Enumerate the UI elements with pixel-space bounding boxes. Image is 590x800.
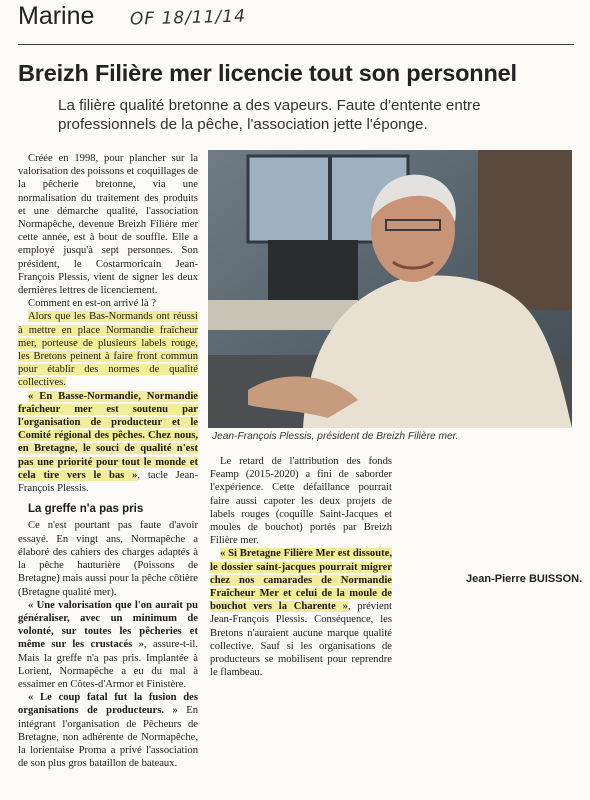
column-left xyxy=(18,152,198,770)
subheading: La greffe n'a pas pris xyxy=(28,503,144,516)
paragraph-quote-2 xyxy=(18,599,198,691)
quote-3-tail: En intégrant l'organisation de Pêcheurs de Bretagne, non adhérente de Normapêche, la lorientaise Proma a privé l'association de son plus gros bataillon de bateaux. xyxy=(18,705,198,770)
article-headline: Breizh Filière mer licencie tout son personnel xyxy=(18,60,517,86)
paragraph-feamp: Le retard de l'attribution des fonds Feamp (2015-2020) a fini de saborder l'expérience. Cette défaillance pourrait faire aussi capoter les deux projets de labels rouges (coquille Saint-Jacques et moules de bouchot) portés par Breizh Filière mer. xyxy=(210,456,392,547)
quote-4-tail: , prévient Jean-François Plessis. Conséquence, les Bretons n'auraient aucune marque qualité collective. Sauf si les organisations de producteurs se mobilisent pour reprendre le flambeau. xyxy=(210,601,392,679)
paragraph-quote-3 xyxy=(18,691,198,770)
quote-fusion: « Le coup fatal fut la fusion des organisations de producteurs. » xyxy=(18,692,198,717)
paragraph-question: Comment en est-on arrivé là ? xyxy=(28,298,156,310)
article-lede: La filière qualité bretonne a des vapeurs. Faute d'entente entre professionnels de la pêche, l'association jette l'éponge. xyxy=(58,97,481,133)
paragraph-quote-1 xyxy=(18,390,198,496)
paragraph-history: Ce n'est pourtant pas faute d'avoir essayé. En vingt ans, Normapêche a élaboré des cahiers des charges adaptés à la pêche hauturière (Poissons de Bretagne) mais aussi pour la pêche côtière (Bretagne qualité mer). xyxy=(18,520,198,598)
portrait-photo xyxy=(208,150,572,428)
section-rubric: Marine xyxy=(18,2,95,30)
paragraph-context xyxy=(18,310,198,389)
quote-normandie: « En Basse-Normandie, Normandie fraîcheur mer est soutenu par l'organisation de producteur et le Comité régional des pêches. Chez nous, en Bretagne, le souci de qualité n'est pas une priorité pour tout le monde et cela tire vers le bas » xyxy=(18,390,198,481)
handwritten-date-note: OF 18/11/14 xyxy=(129,6,247,30)
author-signature: Jean-Pierre BUISSON. xyxy=(466,573,583,585)
quote-2-tail: , assure-t-il. Mais la greffe n'a pas pris. Implantée à Lorient, Normapêche a eu du mal à essaimer en Côtes-d'Armor et Finistère. xyxy=(18,639,198,690)
quote-attribution: , tacle Jean-François Plessis. xyxy=(18,469,198,495)
paragraph-quote-4 xyxy=(210,547,392,679)
highlight-context: Alors que les Bas-Normands ont réussi à mettre en place Normandie fraîcheur mer, porteuse de plusieurs labels rouge, les Bretons peinent à faire front commun pour établir des normes de qualité collectives. xyxy=(18,311,198,389)
quote-dissolution: « Si Bretagne Filière Mer est dissoute, le dossier saint-jacques pourrait migrer chez nos camarades de Normandie Fraîcheur Mer et celui de la moule de bouchot vers la Charente » xyxy=(210,548,392,613)
quote-valorisation: « Une valorisation que l'on aurait pu généraliser, avec un minimum de volonté, sur toutes les pêcheries et même sur les crustacés » xyxy=(18,599,198,651)
column-middle xyxy=(210,455,392,679)
top-rule xyxy=(18,44,574,45)
photo-caption: Jean-François Plessis, président de Breizh Filière mer. xyxy=(212,431,459,442)
portrait-illustration xyxy=(208,150,572,428)
paragraph-intro: Créée en 1998, pour plancher sur la valorisation des poissons et coquillages de la pêcherie bretonne, via une normalisation du traitement des produits et une démarche qualité, l'association Normapêche, devenue Breizh Filière mer cette année, est à bout de souffle. Elle a employé jusqu'à sept personnes. Son président, le Costarmoricain Jean-François Plessis, vient de signer les deux dernières lettres de licenciement. xyxy=(18,153,198,297)
